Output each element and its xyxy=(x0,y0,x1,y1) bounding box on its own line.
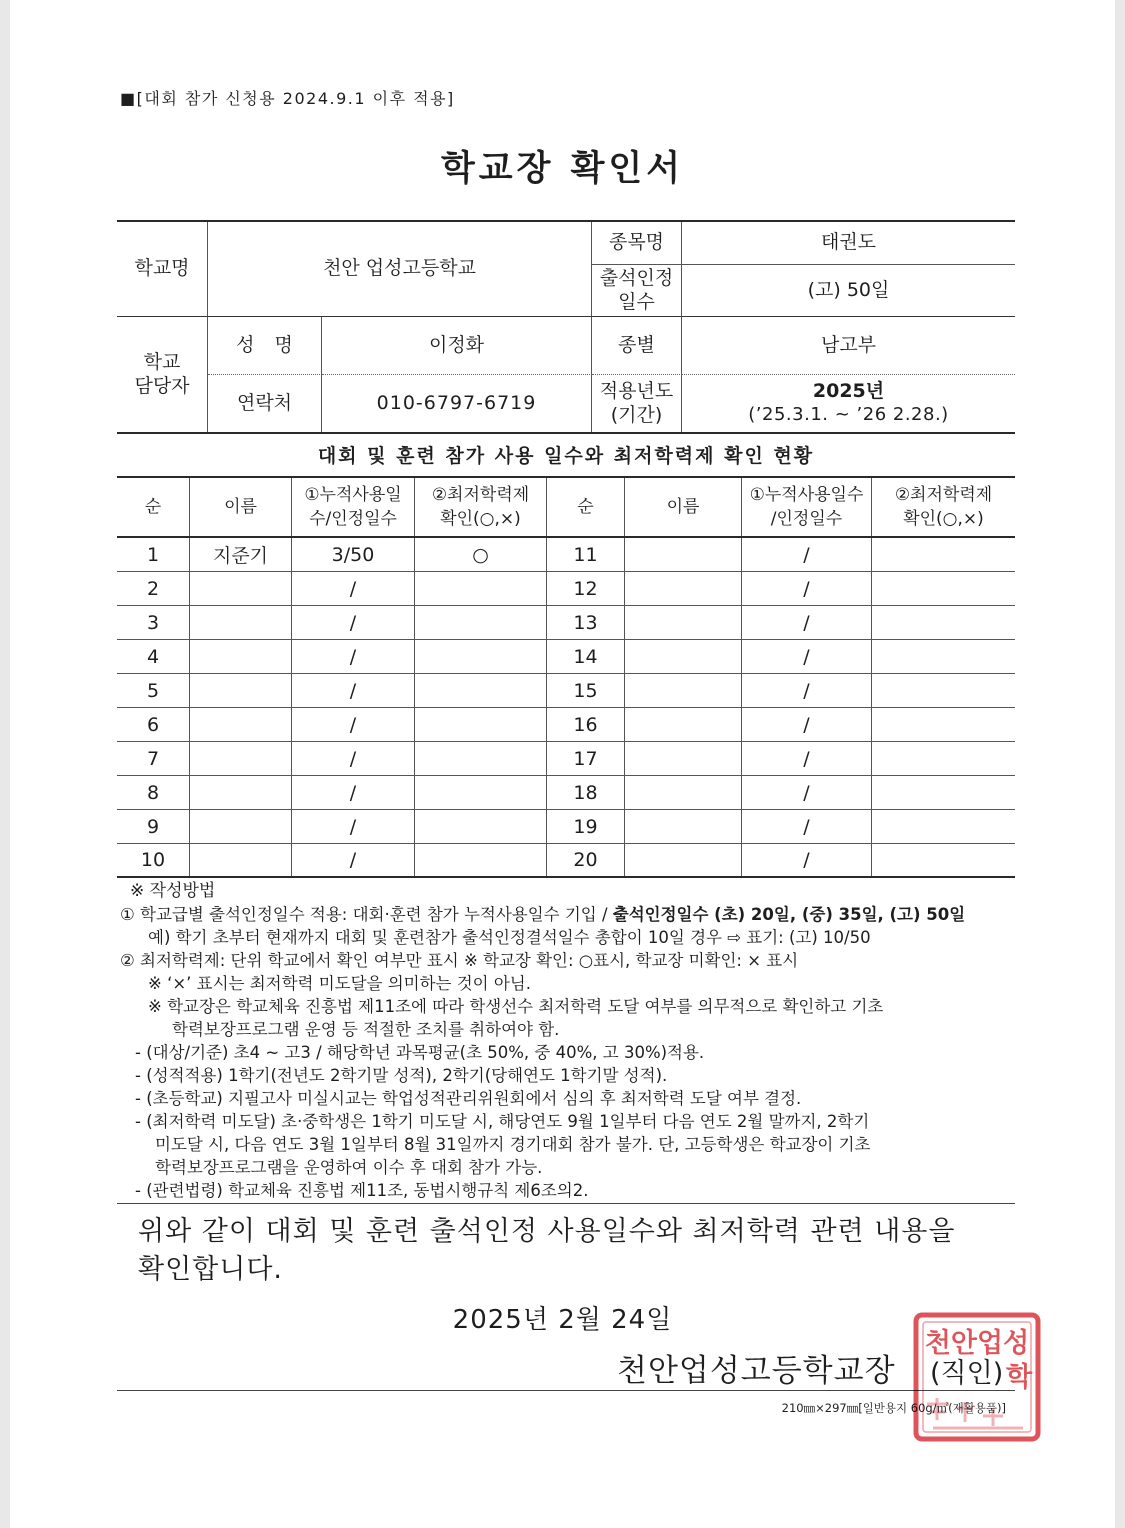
cell-right-name xyxy=(625,572,742,605)
header-line: ①누적사용일 xyxy=(304,485,402,505)
cell-right-no: 20 xyxy=(547,844,625,876)
period-label xyxy=(592,375,682,432)
contact-name-value: 이정화 xyxy=(322,317,592,375)
attendance-days-label xyxy=(592,265,682,317)
cell-right-check xyxy=(872,538,1015,571)
principal-title: 천안업성고등학교장 xyxy=(617,1353,896,1389)
cell-right-days: / xyxy=(742,538,872,571)
guide-bullet: - (초등학교) 지필고사 미실시교는 학업성적관리위원회에서 심의 후 최저학력 도달 여부 결정. xyxy=(135,1089,802,1108)
cell-left-days: / xyxy=(292,776,415,809)
cell-right-name xyxy=(625,640,742,673)
cell-left-name xyxy=(190,708,292,741)
category-label: 종별 xyxy=(592,317,682,375)
table-header-row xyxy=(117,478,1015,538)
attendance-days-label-line: 출석인정 xyxy=(599,266,674,289)
cell-right-check xyxy=(872,776,1015,809)
cell-left-days: / xyxy=(292,572,415,605)
guide-item-1 xyxy=(0,903,1125,926)
header-right-days xyxy=(742,478,872,536)
guide-bullet: - (최저학력 미도달) 초·중학생은 1학기 미도달 시, 해당연도 9월 1일부터 다음 연도 2월 말까지, 2학기 xyxy=(135,1112,870,1131)
table-row xyxy=(117,640,1015,674)
official-seal-label: (직인) xyxy=(930,1358,1004,1389)
cell-right-check xyxy=(872,708,1015,741)
cell-left-check xyxy=(415,776,547,809)
period-label-line: (기간) xyxy=(610,403,663,426)
guide-remark-continued: 학력보장프로그램 운영 등 적절한 조치를 취하여야 함. xyxy=(172,1020,560,1039)
table-row xyxy=(117,606,1015,640)
contact-phone-value: 010-6797-6719 xyxy=(322,375,592,432)
school-name-label: 학교명 xyxy=(117,222,208,317)
guide-item-2: ② 최저학력제: 단위 학교에서 확인 여부만 표시 ※ 학교장 확인: ○표시, 학교장 미확인: × 표시 xyxy=(120,951,799,970)
cell-right-no: 13 xyxy=(547,606,625,639)
writing-guide xyxy=(0,880,1125,1202)
cell-left-name xyxy=(190,844,292,876)
cell-left-name xyxy=(190,742,292,775)
cell-left-check xyxy=(415,640,547,673)
guide-item-1-emphasis: 출석인정일수 (초) 20일, (중) 35일, (고) 50일 xyxy=(612,905,966,924)
cell-left-name xyxy=(190,572,292,605)
event-label: 종목명 xyxy=(592,222,682,265)
table-row xyxy=(117,742,1015,776)
cell-right-days: / xyxy=(742,640,872,673)
cell-right-name xyxy=(625,810,742,843)
cell-right-days: / xyxy=(742,708,872,741)
cell-left-no: 7 xyxy=(117,742,190,775)
cell-left-check: ○ xyxy=(415,538,547,571)
cell-left-name xyxy=(190,606,292,639)
cell-left-no: 6 xyxy=(117,708,190,741)
school-info-table xyxy=(117,220,1015,434)
cell-left-check xyxy=(415,606,547,639)
cell-right-days: / xyxy=(742,810,872,843)
cell-right-days: / xyxy=(742,572,872,605)
cell-right-days: / xyxy=(742,776,872,809)
table-row xyxy=(117,538,1015,572)
cell-right-check xyxy=(872,572,1015,605)
guide-bullet-continued: 미도달 시, 다음 연도 3월 1일부터 8월 31일까지 경기대회 참가 불가. 단, 고등학생은 학교장이 기초 xyxy=(155,1135,871,1154)
cell-right-no: 11 xyxy=(547,538,625,571)
confirmation-line: 확인합니다. xyxy=(138,1254,283,1285)
attendance-section-title: 대회 및 훈련 참가 사용 일수와 최저학력제 확인 현황 xyxy=(317,444,815,467)
cell-left-check xyxy=(415,572,547,605)
cell-right-check xyxy=(872,640,1015,673)
table-row xyxy=(117,810,1015,844)
header-line: 확인(○,×) xyxy=(903,509,984,529)
cell-left-days: / xyxy=(292,640,415,673)
contact-name-label: 성 명 xyxy=(208,317,322,375)
seal-text: 학 xyxy=(1005,1362,1033,1393)
form-usage-note: ■[대회 참가 신청용 2024.9.1 이후 적용] xyxy=(120,89,455,108)
cell-right-check xyxy=(872,844,1015,876)
cell-right-check xyxy=(872,606,1015,639)
event-value: 태권도 xyxy=(682,222,1015,265)
cell-right-check xyxy=(872,742,1015,775)
header-line: 수/인정일수 xyxy=(309,509,397,529)
contact-phone-label: 연락처 xyxy=(208,375,322,432)
school-name-value: 천안 업성고등학교 xyxy=(208,222,592,317)
cell-right-check xyxy=(872,810,1015,843)
cell-left-no: 4 xyxy=(117,640,190,673)
header-right-no: 순 xyxy=(547,478,625,536)
seal-text: 천안업성 xyxy=(924,1328,1030,1359)
category-value: 남고부 xyxy=(682,317,1015,375)
cell-right-check xyxy=(872,674,1015,707)
header-line: /인정일수 xyxy=(770,509,843,529)
table-row xyxy=(117,708,1015,742)
header-left-days xyxy=(292,478,415,536)
confirmation-statement xyxy=(138,1213,955,1289)
paper-spec-note: 210㎜×297㎜[일반용지 60g/㎡(재활용품)] xyxy=(781,1401,1006,1415)
cell-right-days: / xyxy=(742,674,872,707)
guide-item-1-example: 예) 학기 초부터 현재까지 대회 및 훈련참가 출석인정결석일수 총합이 10일 경우 ⇨ 표기: (고) 10/50 xyxy=(148,928,871,947)
guide-bullet-continued: 학력보장프로그램을 운영하여 이수 후 대회 참가 가능. xyxy=(155,1158,543,1177)
cell-right-no: 18 xyxy=(547,776,625,809)
guide-heading: ※ 작성방법 xyxy=(130,881,216,901)
cell-left-no: 1 xyxy=(117,538,190,571)
document-title: 학교장 확인서 xyxy=(440,149,685,189)
guide-bullet: - (대상/기준) 초4 ~ 고3 / 해당학년 과목평균(초 50%, 중 40%, 고 30%)적용. xyxy=(135,1043,705,1062)
cell-left-check xyxy=(415,708,547,741)
header-line: ②최저학력제 xyxy=(431,485,530,505)
cell-right-days: / xyxy=(742,742,872,775)
header-line: 확인(○,×) xyxy=(440,509,521,529)
table-row xyxy=(117,572,1015,606)
cell-left-no: 8 xyxy=(117,776,190,809)
cell-left-days: / xyxy=(292,742,415,775)
cell-right-name xyxy=(625,538,742,571)
attendance-days-value: (고) 50일 xyxy=(682,265,1015,317)
header-left-check xyxy=(415,478,547,536)
cell-left-check xyxy=(415,844,547,876)
cell-right-days: / xyxy=(742,844,872,876)
header-line: ②최저학력제 xyxy=(894,485,993,505)
cell-right-name xyxy=(625,708,742,741)
cell-right-days: / xyxy=(742,606,872,639)
cell-right-no: 16 xyxy=(547,708,625,741)
period-value xyxy=(682,375,1015,432)
header-right-check xyxy=(872,478,1015,536)
table-row xyxy=(117,844,1015,878)
cell-right-name xyxy=(625,776,742,809)
table-row xyxy=(117,674,1015,708)
header-left-no: 순 xyxy=(117,478,190,536)
issue-date: 2025년 2월 24일 xyxy=(452,1305,673,1335)
header-left-name: 이름 xyxy=(190,478,292,536)
seal-ink-mark xyxy=(927,1398,1023,1428)
table-body xyxy=(117,538,1015,878)
cell-left-name xyxy=(190,776,292,809)
confirmation-line: 위와 같이 대회 및 훈련 출석인정 사용일수와 최저학력 관련 내용을 xyxy=(138,1216,956,1247)
header-right-name: 이름 xyxy=(625,478,742,536)
cell-left-days: / xyxy=(292,606,415,639)
guide-item-1-text: ① 학교급별 출석인정일수 적용: 대회·훈련 참가 누적사용일수 기입 / xyxy=(120,905,613,924)
cell-right-no: 15 xyxy=(547,674,625,707)
attendance-days-label-line: 일수 xyxy=(618,290,655,313)
cell-right-no: 19 xyxy=(547,810,625,843)
guide-bullet: - (성적적용) 1학기(전년도 2학기말 성적), 2학기(당해연도 1학기말 성적). xyxy=(135,1066,668,1085)
school-contact-label xyxy=(117,317,208,432)
cell-left-check xyxy=(415,674,547,707)
period-year: 2025년 xyxy=(812,380,885,403)
period-label-line: 적용년도 xyxy=(599,379,674,402)
divider xyxy=(117,1390,1015,1391)
cell-left-days: / xyxy=(292,708,415,741)
cell-right-name xyxy=(625,606,742,639)
period-range: (’25.3.1. ~ ’26 2.28.) xyxy=(748,404,949,426)
attendance-table xyxy=(117,476,1015,878)
cell-right-name xyxy=(625,674,742,707)
guide-remark: ※ 학교장은 학교체육 진흥법 제11조에 따라 학생선수 최저학력 도달 여부를 의무적으로 확인하고 기초 xyxy=(148,997,884,1016)
cell-right-name xyxy=(625,844,742,876)
header-line: ①누적사용일수 xyxy=(749,485,864,505)
cell-left-no: 2 xyxy=(117,572,190,605)
cell-left-days: / xyxy=(292,844,415,876)
cell-left-name: 지준기 xyxy=(190,538,292,571)
cell-left-name xyxy=(190,640,292,673)
cell-left-days: / xyxy=(292,810,415,843)
divider xyxy=(117,1203,1015,1204)
school-seal xyxy=(913,1312,1041,1442)
cell-left-name xyxy=(190,810,292,843)
table-row xyxy=(117,776,1015,810)
cell-left-name xyxy=(190,674,292,707)
cell-left-check xyxy=(415,810,547,843)
school-contact-label-line: 학교 xyxy=(143,350,181,373)
cell-left-no: 5 xyxy=(117,674,190,707)
cell-left-no: 9 xyxy=(117,810,190,843)
school-contact-label-line: 담당자 xyxy=(134,374,190,397)
cell-left-check xyxy=(415,742,547,775)
cell-right-no: 14 xyxy=(547,640,625,673)
cell-right-name xyxy=(625,742,742,775)
cell-left-no: 3 xyxy=(117,606,190,639)
cell-left-days: / xyxy=(292,674,415,707)
cell-right-no: 12 xyxy=(547,572,625,605)
cell-left-no: 10 xyxy=(117,844,190,876)
cell-right-no: 17 xyxy=(547,742,625,775)
cell-left-days: 3/50 xyxy=(292,538,415,571)
guide-remark: ※ ‘×’ 표시는 최저학력 미도달을 의미하는 것이 아님. xyxy=(148,974,531,993)
guide-bullet: - (관련법령) 학교체육 진흥법 제11조, 동법시행규칙 제6조의2. xyxy=(135,1181,589,1200)
